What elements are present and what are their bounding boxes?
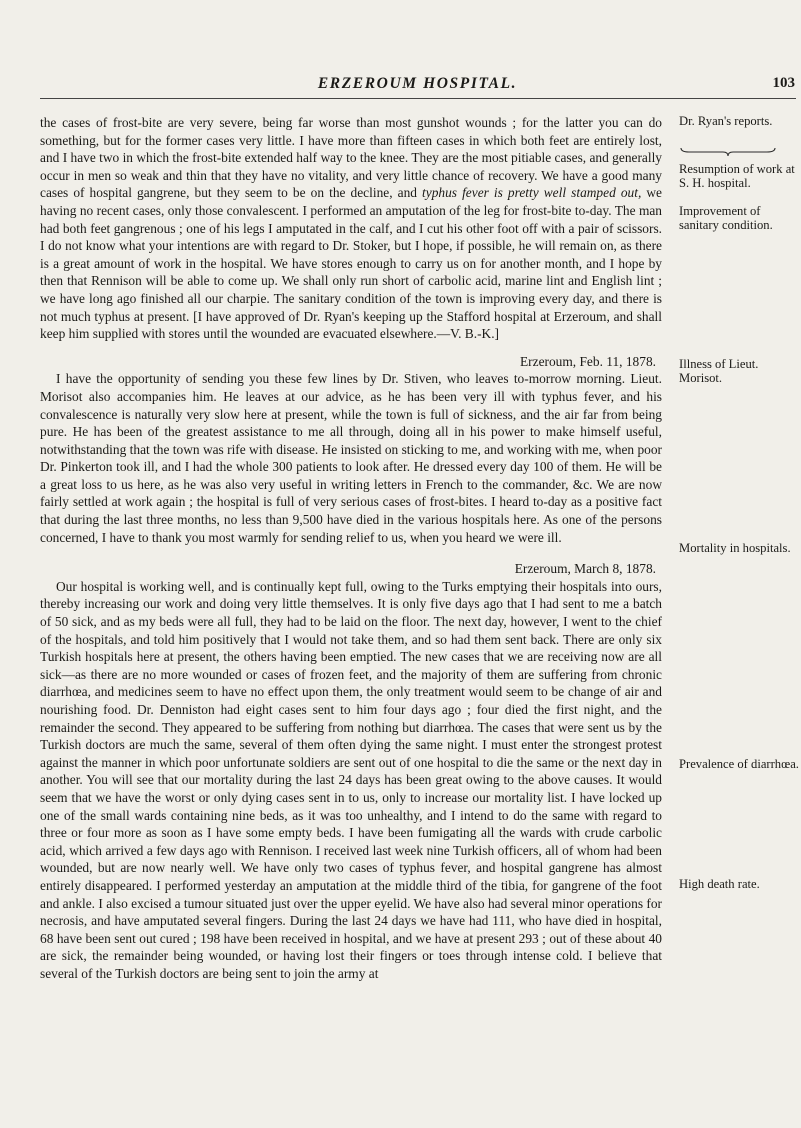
margin-note: Dr. Ryan's reports. [679,114,773,128]
main-text [40,114,662,983]
paragraph-frost-bite [40,114,662,343]
brace-mark [679,147,777,157]
paragraph-text: the cases of frost-bite are very severe, being far worse than most gunshot wounds ; for the latter you can do something, but for the former cases very little. I have more than fifteen cases in which both feet are entirely lost, and I have two in which the frost-bite extended half way to the knee. They are the most pitiable cases, and generally occur in men so weak and thin that they have no vitality, and very little chance of recovery. We have a good many cases of hospital gangrene, but they seem to be on the decline, and [40,115,662,201]
margin-note: Illness of Lieut. Morisot. [679,357,759,385]
page-number: 103 [772,75,795,91]
letter-date: Erzeroum, March 8, 1878. [514,561,656,577]
paragraph-hospital: Our hospital is working well, and is continually kept full, owing to the Turks emptying their hospitals into ours, thereby increasing our work and doing very little themselves. It is only five days ago that I had sent to me a batch of 50 sick, and as my beds were all full, they had to be laid on the floor. The next day, however, I went to the chief of the hospitals, and told him positively that I would not take them, and so had them sent back. There are only six Turkish hospitals here at present, the others having been emptied. The new cases that we are receiving now are all sick—as there are no more wounded or cases of frozen feet, and the majority of them are suffering from chronic diarrhœa, and medicines seem to have no effect upon them, the only treatment would seem to be change of air and nourishing food. Dr. Denniston had eight cases sent to him four days ago ; four died the first night, and the remainder the second. They appeared to be suffering from nothing but diarrhœa. The cases that were sent us by the Turkish doctors are much the same, several of them often dying the same night. I must enter the strongest protest against the manner in which poor unfortunate soldiers are sent out of one hospital to die the same or the next day in another. You will see that our mortality during the last 24 days has been great owing to the above causes. It would seem that we have the worst or only dying cases sent in to us, only to increase our mortality list. I have locked up one of the small wards containing nine beds, as it was too unhealthy, and I intend to do the same with regard to three or four more as soon as I have some empty beds. I have been fumigating all the wards with crude carbolic acid, which arrived a few days ago with Rennison. I received last week nine Turkish officers, all of whom had been wounded, but are now nearly well. We have only two cases of typhus fever, and hospital gangrene has almost entirely disappeared. I performed yesterday an amputation at the middle third of the tibia, for gangrene of the foot and ankle. I also excised a tumour situated just over the upper eyelid. We have also had several minor operations for necrosis, and have amputated several fingers. During the last 24 days we have had 111, who have died in hospital, 68 have been sent out cured ; 198 have been received in hospital, and we have at present 293 ; out of these about 40 are sick, the remainder being wounded, or having lost their fingers or toes through intense cold. I believe that several of the Turkish doctors are being sent to join the army at [40,578,662,981]
margin-note: Mortality in hospitals. [679,541,791,555]
letter-date: Erzeroum, Feb. 11, 1878. [520,353,656,369]
margin-note: Improvement of sanitary condition. [679,204,773,232]
margin-note: High death rate. [679,877,760,891]
running-title: ERZEROUM HOSPITAL. [317,75,518,92]
margin-note: Prevalence of diarrhœa. [679,757,799,771]
running-head [40,75,795,97]
header-rule [40,98,796,99]
italic-phrase: typhus fever is pretty well stamped out, [422,185,642,201]
paragraph-morisot: I have the opportunity of sending you these few lines by Dr. Stiven, who leaves to-morrow morning. Lieut. Morisot also accompanies him. He leaves at our advice, as he has been very ill with typhus fever, and his convalescence is naturally very slow here at present, while the town is full of sickness, and the air far from being pure. He has been of the greatest assistance to me all through, doing all in his power to make himself useful, notwithstanding that the town was rife with disease. He insisted on sticking to me, and working with me, when poor Dr. Pinkerton took ill, and I had the whole 300 patients to look after. He dressed every day 100 of them. He will be a great loss to us here, as he was also very useful in writing letters in French to the commander, &c. We are now fairly settled at work again ; the hospital is full of very serious cases of frost-bites. I heard to-day as a positive fact that during the last three months, no less than 9,500 have died in the various hospitals here. As one of the persons concerned, I have to thank you most warmly for sending relief to us, when you heard we were ill. [40,371,662,545]
paragraph-text: we having no recent cases, only those convalescent. I performed an amputation of the leg for frost-bite to-day. The man had both feet gangrenous ; one of his legs I amputated in the calf, and I cut his other foot off with a pair of scissors. I do not know what your intentions are with regard to Dr. Stoker, but I hope, if possible, he will remain on, as there is a great amount of work in the hospital. We have stores enough to carry us on for another month, and I hope by then that Rennison will be able to come up. We shall only run short of carbolic acid, marine lint and English lint ; we have long ago finished all our charpie. The sanitary condition of the town is improving every day, and there is not much typhus at present. [I have approved of Dr. Ryan's keeping up the Stafford hospital at Erzeroum, and shall keep him supplied with stores until the wounded are evacuated elsewhere.—V. B.-K.] [40,185,663,342]
margin-note: Resumption of work at S. H. hospital. [679,162,795,190]
